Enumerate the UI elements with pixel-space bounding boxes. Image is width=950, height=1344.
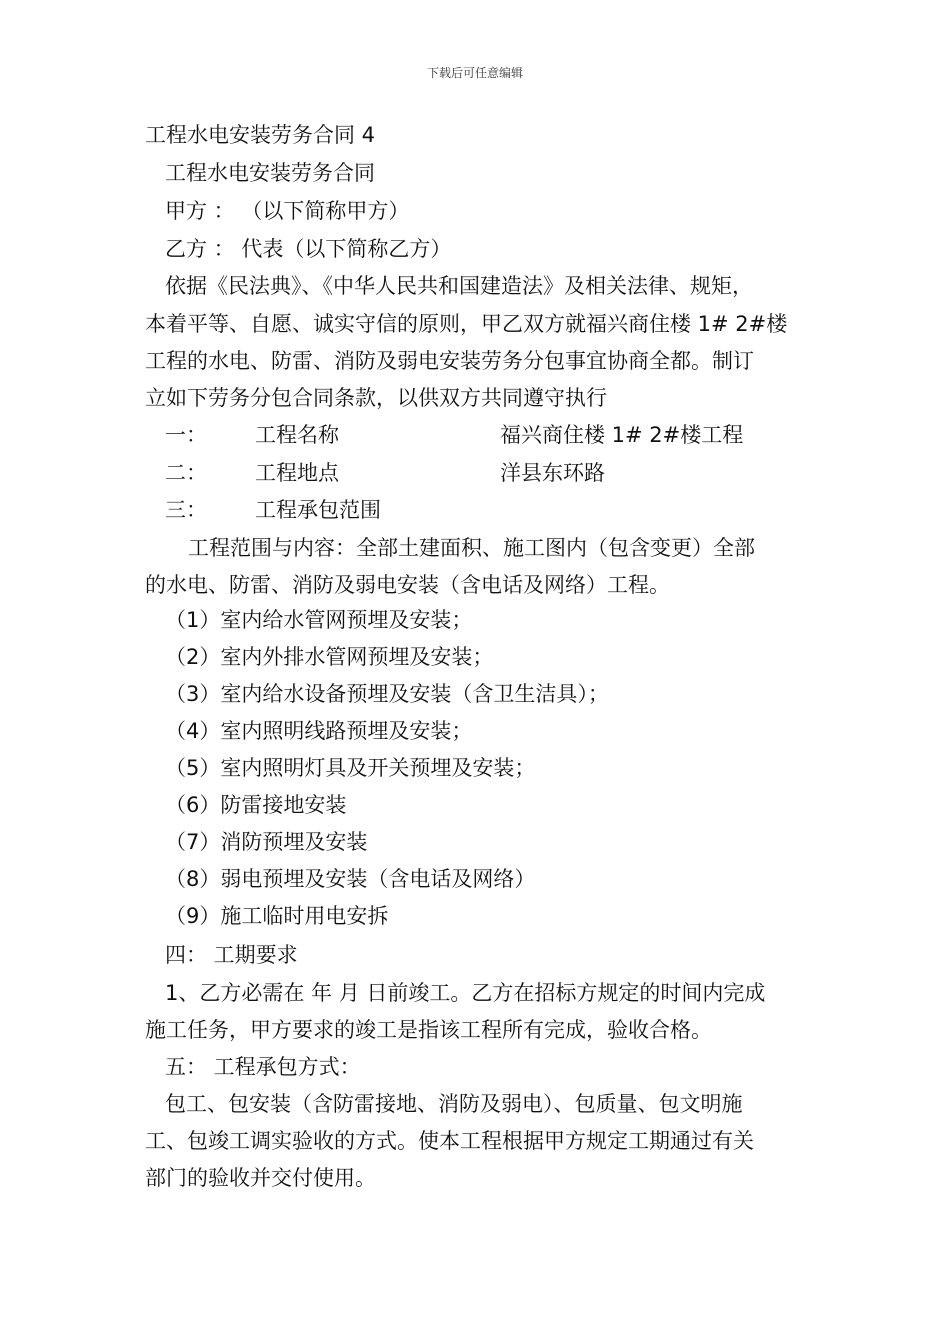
method-line: 包工、包安装（含防雷接地、消防及弱电）、包质量、包文明施 (165, 1092, 743, 1116)
section-number: 二： (165, 461, 207, 485)
basis-line: 工程的水电、防雷、消防及弱电安装劳务分包事宜协商全都。制订 (145, 349, 754, 373)
scope-line: 工程范围与内容：全部土建面积、施工图内（包含变更）全部 (188, 536, 755, 560)
party-b-line: 乙方 ： 代表（以下简称乙方） (165, 237, 452, 261)
page-header-note: 下载后可任意编辑 (426, 66, 523, 80)
section-label: 工程名称 (255, 423, 339, 447)
section-value: 洋县东环路 (500, 461, 605, 485)
basis-line: 依据《民法典》、《中华人民共和国建造法》及相关法律、规矩， (165, 274, 753, 298)
scope-item: （7）消防预埋及安装 (165, 830, 368, 854)
basis-line: 本着平等、自愿、诚实守信的原则，甲乙双方就福兴商住楼 1# 2#楼 (145, 312, 788, 336)
scope-item: （8）弱电预埋及安装（含电话及网络） (165, 867, 536, 891)
section-number: 三： (165, 498, 207, 522)
scope-item: （9）施工临时用电安拆 (165, 904, 389, 928)
scope-item: （2）室内外排水管网预埋及安装； (165, 645, 494, 669)
section-number: 一： (165, 423, 207, 447)
method-line: 部门的验收并交付使用。 (145, 1166, 376, 1190)
section-label: 工程承包范围 (255, 498, 381, 522)
scope-item: （4）室内照明线路预埋及安装； (165, 719, 473, 743)
contract-heading: 工程水电安装劳务合同 (165, 161, 375, 185)
party-a-line: 甲方 ： （以下简称甲方） (165, 199, 410, 223)
scope-item: （3）室内给水设备预埋及安装（含卫生洁具）； (165, 682, 609, 706)
period-line: 1、乙方必需在 年 月 日前竣工。乙方在招标方规定的时间内完成 (165, 981, 766, 1005)
section-method-heading: 五： 工程承包方式： (165, 1055, 361, 1079)
section-period-heading: 四： 工期要求 (165, 943, 298, 967)
period-line: 施工任务，甲方要求的竣工是指该工程所有完成，验收合格。 (145, 1018, 712, 1042)
scope-item: （5）室内照明灯具及开关预埋及安装； (165, 756, 536, 780)
scope-item: （6）防雷接地安装 (165, 793, 347, 817)
section-label: 工程地点 (255, 461, 339, 485)
section-value: 福兴商住楼 1# 2#楼工程 (500, 423, 744, 447)
document-title: 工程水电安装劳务合同 4 (145, 123, 376, 147)
method-line: 工、包竣工调实验收的方式。使本工程根据甲方规定工期通过有关 (145, 1129, 754, 1153)
basis-line: 立如下劳务分包合同条款，以供双方共同遵守执行 (145, 386, 607, 410)
scope-line: 的水电、防雷、消防及弱电安装（含电话及网络）工程。 (145, 573, 670, 597)
scope-item: （1）室内给水管网预埋及安装； (165, 608, 473, 632)
